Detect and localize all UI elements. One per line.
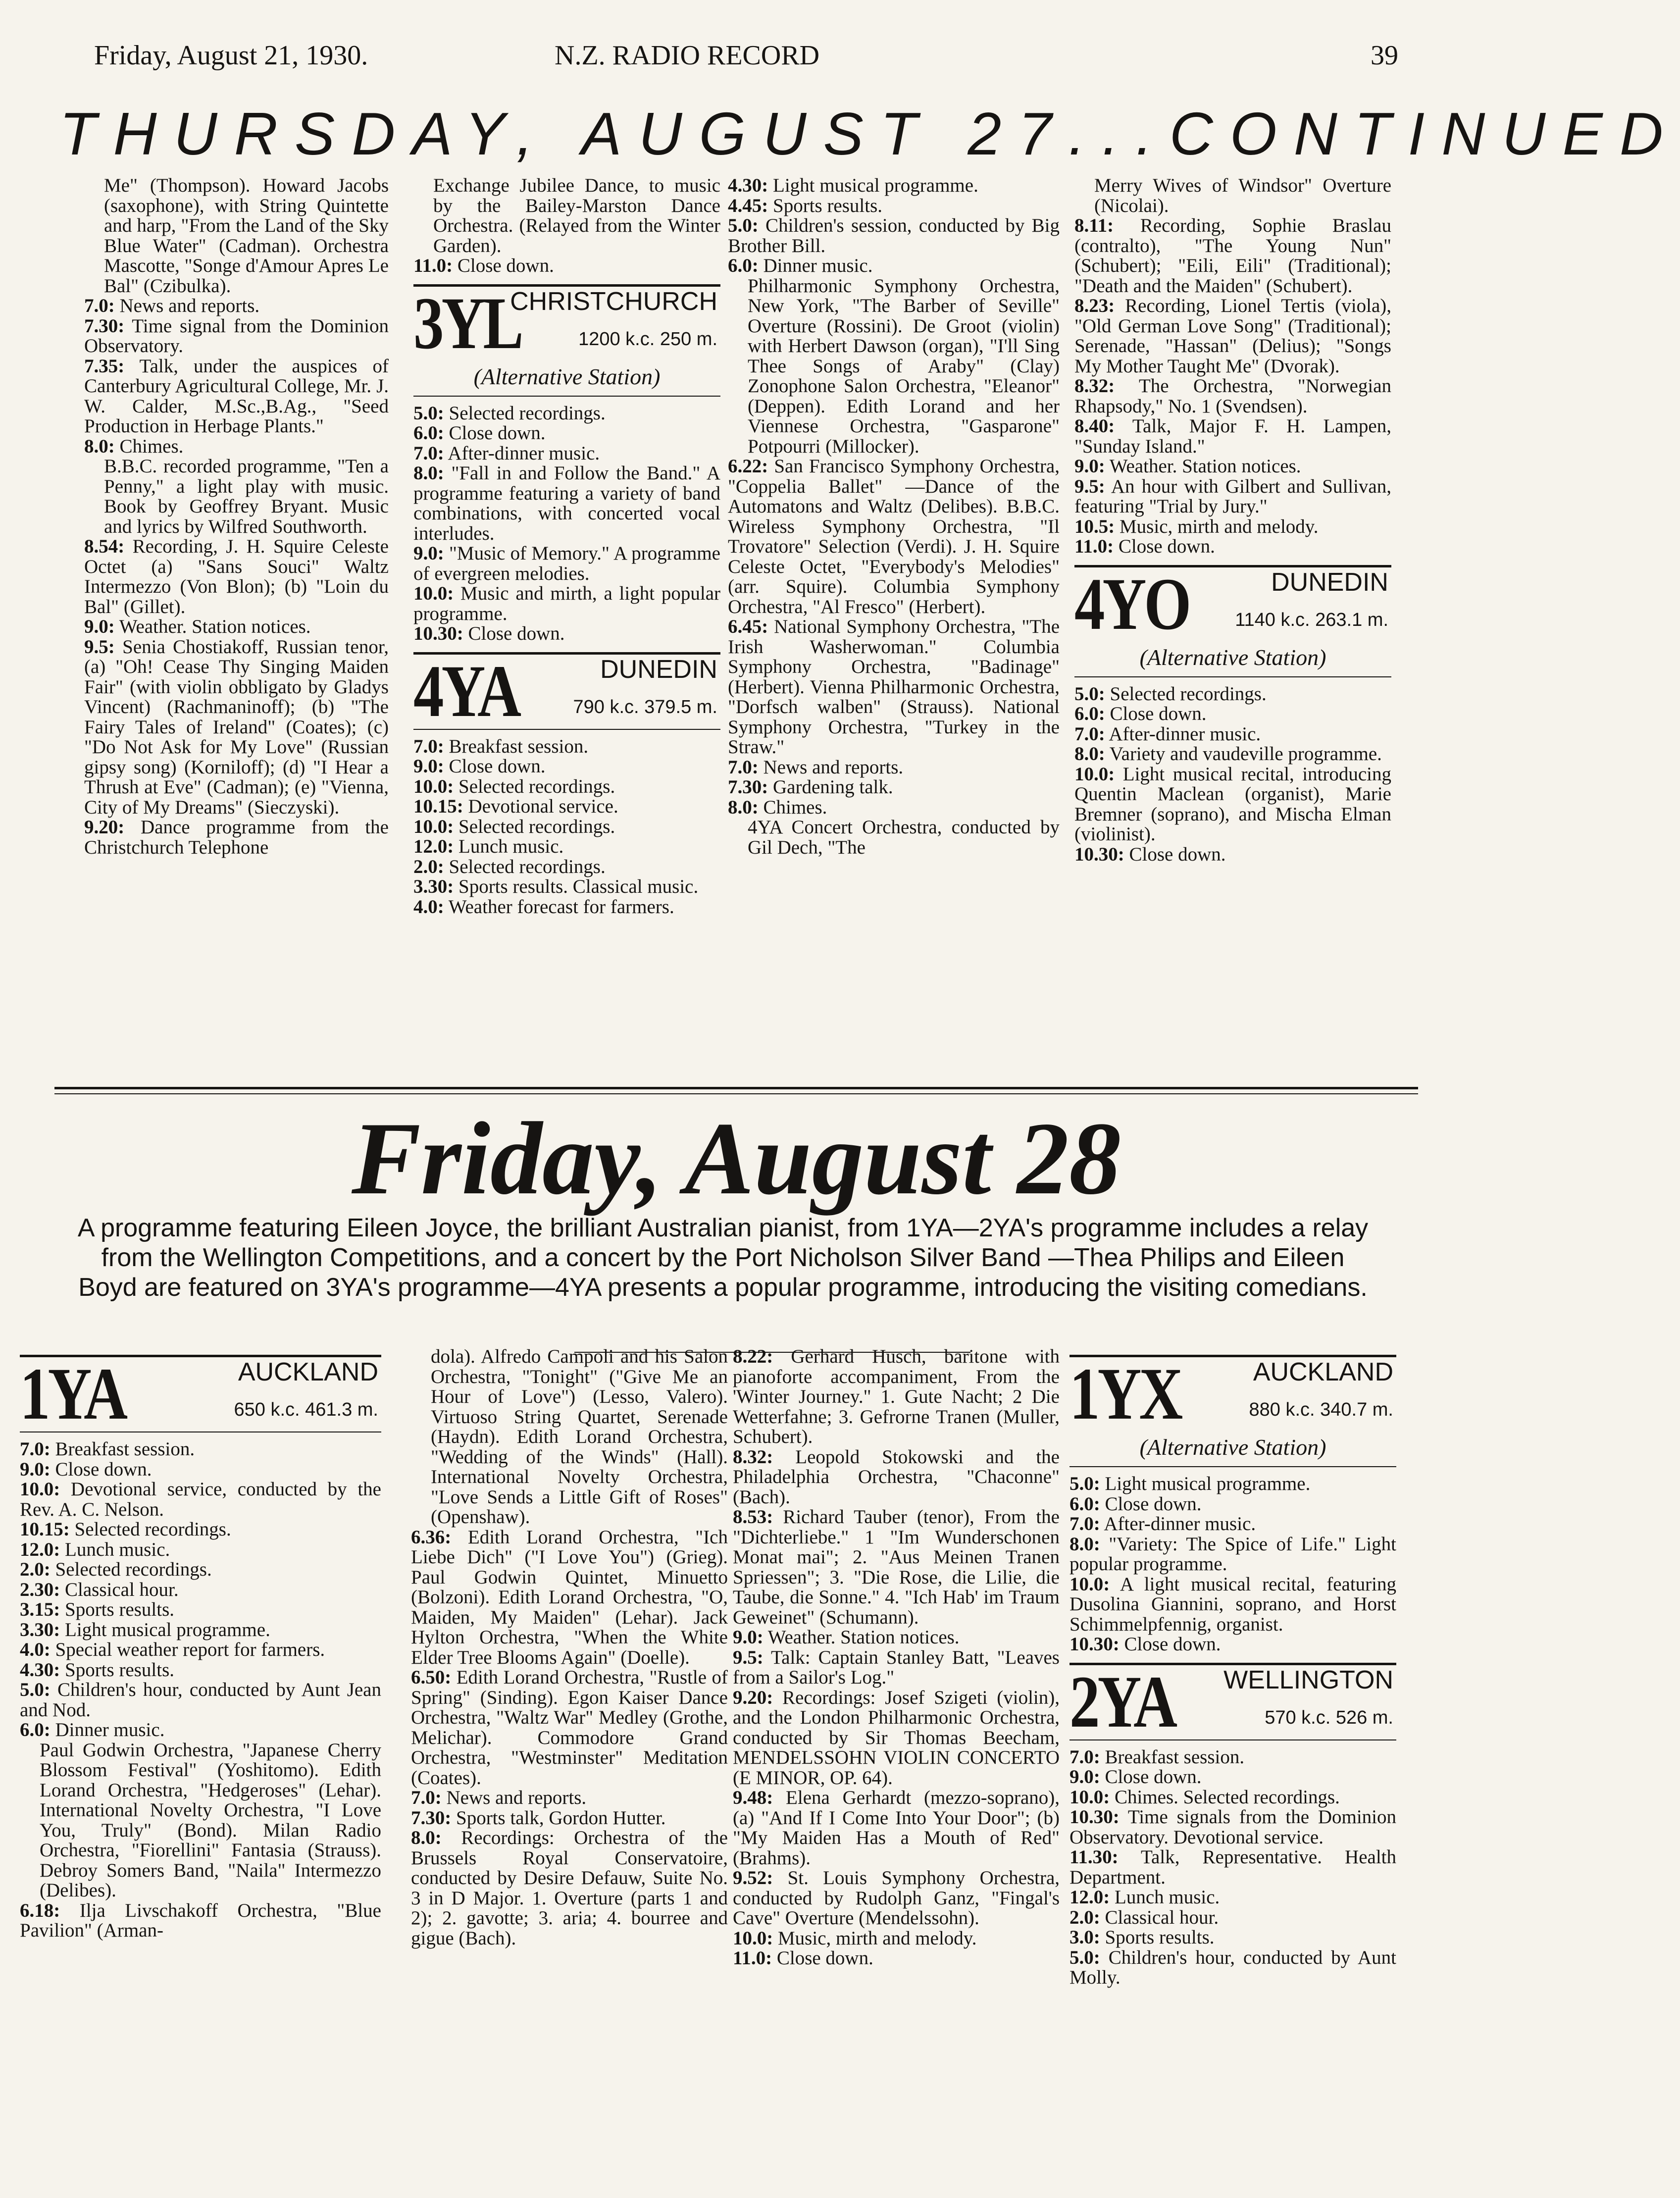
programme-entry: 8.22: Gerhard Husch, baritone with pianoforte accompaniment, From the 'Winter Journey." 1. Gute Nacht; 2 Die Wetterfahne; 3. Gefrorne Tranen (Muller, Schubert).: [733, 1346, 1060, 1447]
programme-entry: 6.0: Close down.: [1069, 1493, 1202, 1515]
station-4ya: [413, 652, 720, 730]
programme-entry: 9.5: An hour with Gilbert and Sullivan, featuring "Trial by Jury.": [1074, 475, 1391, 517]
programme-entry: 11.0: Close down.: [733, 1947, 873, 1969]
programme-entry: 10.0: Selected recordings.: [413, 775, 615, 797]
station-city: DUNEDIN: [1271, 567, 1388, 597]
programme-entry: B.B.C. recorded programme, "Ten a Penny," a light play with music. Book by Geoffrey Bryant. Music and lyrics by Wilfred Southworth.: [104, 456, 389, 537]
programme-entry: 8.11: Recording, Sophie Braslau (contralto), "The Young Nun" (Schubert); "Eili, Eili" (Traditional); "Death and the Maiden" (Schubert).: [1074, 215, 1391, 297]
station-2ya: [1069, 1660, 1396, 1743]
programme-entry: 9.20: Recordings: Josef Szigeti (violin), and the London Philharmonic Orchestra, conducted by Sir Thomas Beecham, MENDELSSOHN VIOLIN CONCERTO (E MINOR, OP. 64).: [733, 1687, 1060, 1789]
thursday-column-1: [84, 176, 389, 1082]
friday-column-3: [733, 1347, 1060, 2184]
programme-entry: 7.0: News and reports.: [728, 756, 904, 778]
programme-entry: 12.0: Lunch music.: [20, 1538, 170, 1560]
programme-entry: 8.0: "Fall in and Follow the Band." A programme featuring a variety of band combinations, with concerted vocal interludes.: [413, 462, 720, 544]
friday-intro: A programme featuring Eileen Joyce, the brilliant Australian pianist, from 1YA—2YA's programme includes a relay from the Wellington Competitions, and a concert by the Port Nicholson Silver Band —Thea Philips and Eileen Boyd are featured on 3YA's programme—4YA presents a popular programme, introducing the visiting comedians.: [77, 1214, 1369, 1302]
running-header: [94, 40, 1398, 79]
programme-entry: 4.0: Weather forecast for farmers.: [413, 896, 674, 918]
programme-entry: 4.30: Light musical programme.: [728, 175, 978, 196]
programme-entry: 9.0: Weather. Station notices.: [733, 1627, 960, 1648]
programme-entry: 7.0: After-dinner music.: [1074, 723, 1261, 745]
thursday-column-3: [728, 176, 1060, 1082]
station-city: DUNEDIN: [600, 655, 717, 684]
station-call-sign: 1YX: [1069, 1353, 1181, 1435]
programme-entry: dola). Alfredo Campoli and his Salon Orchestra, "Tonight" ("Give Me an Hour of Love") (Lesso, Valero). Virtuoso String Quartet, Serenade (Haydn). Edith Lorand Orchestra, "Wedding of the Winds" (Hall). International Novelty Orchestra, "Love Sends a Little Gift of Roses" (Openshaw).: [431, 1346, 728, 1528]
programme-entry: 7.0: Breakfast session.: [413, 735, 589, 757]
station-call-sign: 3YL: [413, 282, 521, 364]
programme-entry: 5.0: Selected recordings.: [1074, 683, 1267, 705]
programme-entry: 10.5: Music, mirth and melody.: [1074, 515, 1319, 537]
programme-entry: 7.0: After-dinner music.: [413, 442, 600, 464]
programme-entry: 6.45: National Symphony Orchestra, "The Irish Washerwoman." Columbia Symphony Orchestra, "Badinage" (Herbert). Vienna Philharmonic Orchestra, "Dorfsch walben" (Strauss). National Symphony Orchestra, "Turkey in the Straw.": [728, 616, 1060, 758]
programme-entry: 8.40: Talk, Major F. H. Lampen, "Sunday Island.": [1074, 415, 1391, 457]
section-divider-thin: [54, 1093, 1418, 1094]
section-divider: [54, 1087, 1418, 1089]
programme-entry: 11.0: Close down.: [413, 255, 554, 276]
programme-entry: 7.0: Breakfast session.: [20, 1438, 195, 1460]
programme-entry: 7.30: Gardening talk.: [728, 776, 893, 798]
programme-entry: 8.0: Variety and vaudeville programme.: [1074, 743, 1382, 765]
header-date: Friday, August 21, 1930.: [94, 40, 368, 71]
station-frequency: 1200 k.c. 250 m.: [578, 328, 717, 350]
programme-entry: 5.0: Light musical programme.: [1069, 1473, 1311, 1494]
programme-entry: 4.0: Special weather report for farmers.: [20, 1639, 325, 1660]
station-4yo: [1074, 562, 1391, 677]
programme-entry: 9.52: St. Louis Symphony Orchestra, conducted by Rudolph Ganz, "Fingal's Cave" Overture (Mendelssohn).: [733, 1867, 1060, 1929]
programme-entry: 10.30: Time signals from the Dominion Observatory. Devotional service.: [1069, 1806, 1396, 1848]
alternative-station-label: (Alternative Station): [473, 363, 661, 389]
programme-entry: 7.30: Time signal from the Dominion Observatory.: [84, 315, 389, 357]
programme-entry: 2.0: Selected recordings.: [413, 856, 606, 877]
programme-entry: 7.30: Sports talk, Gordon Hutter.: [411, 1807, 666, 1829]
programme-entry: 9.5: Senia Chostiakoff, Russian tenor, (a) "Oh! Cease Thy Singing Maiden Fair" (with violin obbligato by Gladys Vincent) (Rachmaninoff); (b) "The Fairy Tales of Ireland" (Coates); (c) "Do Not Ask for My Love" (Russian gipsy song) (Korniloff); (d) "I Hear a Thrush at Eve" (Cadman); (e) "Vienna, City of My Dreams" (Sieczyski).: [84, 636, 389, 818]
programme-entry: Paul Godwin Orchestra, "Japanese Cherry Blossom Festival" (Yoshitomo). Edith Lorand Orchestra, "Hedgeroses" (Lehar). International Novelty Orchestra, "I Love You, Truly" (Bond). Milan Radio Orchestra, "Fiorellini" Fantasia (Strauss). Debroy Somers Band, "Naila" Intermezzo (Delibes).: [40, 1739, 381, 1901]
station-call-sign: 1YA: [20, 1353, 126, 1435]
programme-entry: 5.0: Children's hour, conducted by Aunt Molly.: [1069, 1946, 1396, 1988]
station-frequency: 570 k.c. 526 m.: [1265, 1707, 1393, 1728]
programme-entry: 3.15: Sports results.: [20, 1599, 175, 1620]
programme-entry: 6.0: Close down.: [413, 422, 546, 444]
friday-column-1: [20, 1347, 381, 2184]
station-3yl: [413, 284, 720, 397]
programme-entry: 10.0: Music, mirth and melody.: [733, 1927, 977, 1949]
programme-entry: 9.5: Talk: Captain Stanley Batt, "Leaves from a Sailor's Log.": [733, 1646, 1060, 1688]
programme-entry: 6.50: Edith Lorand Orchestra, "Rustle of Spring" (Sinding). Egon Kaiser Dance Orchestra, "Waltz War" Medley (Grothe, Melichar). Commodore Grand Orchestra, "Westminster" Meditation (Coates).: [411, 1667, 728, 1789]
friday-column-2: [411, 1347, 728, 2184]
programme-entry: 10.0: Selected recordings.: [413, 816, 615, 837]
programme-entry: 11.0: Close down.: [1074, 536, 1215, 557]
station-frequency: 650 k.c. 461.3 m.: [234, 1399, 378, 1420]
programme-entry: 10.0: A light musical recital, featuring Dusolina Giannini, soprano, and Horst Schimmelpfennig, organist.: [1069, 1573, 1396, 1635]
programme-entry: 10.0: Light musical recital, introducing Quentin Maclean (organist), Marie Bremner (soprano), and Mischa Elman (violinist).: [1074, 763, 1391, 845]
programme-entry: 2.0: Selected recordings.: [20, 1559, 212, 1580]
programme-entry: 3.0: Sports results.: [1069, 1927, 1215, 1948]
programme-entry: 5.0: Selected recordings.: [413, 402, 606, 424]
header-publication: N.Z. RADIO RECORD: [555, 40, 820, 71]
programme-entry: Me" (Thompson). Howard Jacobs (saxophone), with String Quintette and harp, "From the Land of the Sky Blue Water" (Cadman). Orchestra Mascotte, "Songe d'Amour Apres Le Bal" (Czibulka).: [104, 175, 389, 297]
programme-entry: 4.30: Sports results.: [20, 1659, 175, 1681]
programme-entry: 10.15: Selected recordings.: [20, 1519, 231, 1540]
programme-entry: 4YA Concert Orchestra, conducted by Gil Dech, "The: [748, 817, 1060, 858]
programme-entry: 3.30: Sports results. Classical music.: [413, 876, 699, 897]
programme-entry: 2.0: Classical hour.: [1069, 1906, 1219, 1928]
friday-heading: Friday, August 28: [352, 1101, 1121, 1216]
programme-entry: 5.0: Children's session, conducted by Big Brother Bill.: [728, 215, 1060, 256]
programme-entry: 8.54: Recording, J. H. Squire Celeste Octet (a) "Sans Souci" Waltz Intermezzo (Von Blon); (b) "Loin du Bal" (Gillet).: [84, 536, 389, 617]
programme-entry: 10.0: Music and mirth, a light popular programme.: [413, 583, 720, 624]
station-frequency: 880 k.c. 340.7 m.: [1249, 1399, 1393, 1420]
programme-entry: 8.53: Richard Tauber (tenor), From the "Dichterliebe." 1 "Im Wunderschonen Monat mai"; 2. "Aus Meinen Tranen Spriessen"; 3. "Die Rose, die Lilie, die Taube, die Sonne." 4. "Ich Hab' im Traum Geweinet" (Schumann).: [733, 1506, 1060, 1628]
programme-entry: 8.0: Chimes.: [728, 796, 827, 818]
programme-entry: 6.36: Edith Lorand Orchestra, "Ich Liebe Dich" ("I Love You") (Grieg). Paul Godwin Quintet, Minuetto (Bolzoni). Edith Lorand Orchestra, "O, Maiden, My Maiden" (Lehar). Jack Hylton Orchestra, "When the White Elder Tree Blooms Again" (Doelle).: [411, 1526, 728, 1668]
programme-entry: 6.0: Dinner music.: [20, 1719, 165, 1740]
programme-entry: 4.45: Sports results.: [728, 195, 883, 216]
programme-entry: 6.0: Dinner music.: [728, 255, 873, 276]
programme-entry: 9.0: "Music of Memory." A programme of evergreen melodies.: [413, 543, 720, 584]
page-number: 39: [1371, 40, 1398, 71]
programme-entry: 8.23: Recording, Lionel Tertis (viola), "Old German Love Song" (Traditional); Serenade, "Hassan" (Delius); "Songs My Mother Taught Me" (Dvorak).: [1074, 295, 1391, 377]
programme-entry: 9.48: Elena Gerhardt (mezzo-soprano), (a) "And If I Come Into Your Door"; (b) "My Maiden Has a Mouth of Red" (Brahms).: [733, 1787, 1060, 1869]
programme-entry: 7.0: Breakfast session.: [1069, 1746, 1245, 1768]
programme-entry: 7.35: Talk, under the auspices of Canterbury Agricultural College, Mr. J. W. Calder, M.Sc.,B.Ag., "Seed Production in Herbage Plants.": [84, 355, 389, 437]
programme-entry: 10.30: Close down.: [413, 623, 565, 644]
programme-entry: 12.0: Lunch music.: [1069, 1887, 1220, 1908]
programme-entry: 7.0: After-dinner music.: [1069, 1513, 1256, 1534]
station-city: AUCKLAND: [238, 1358, 378, 1386]
station-city: CHRISTCHURCH: [510, 287, 717, 316]
alternative-station-label: (Alternative Station): [1139, 1434, 1326, 1460]
programme-entry: 8.0: Chimes.: [84, 435, 184, 457]
station-city: WELLINGTON: [1223, 1665, 1393, 1694]
programme-entry: 8.32: Leopold Stokowski and the Philadelphia Orchestra, "Chaconne" (Bach).: [733, 1446, 1060, 1508]
programme-entry: 5.0: Children's hour, conducted by Aunt Jean and Nod.: [20, 1679, 381, 1721]
programme-entry: 6.18: Ilja Livschakoff Orchestra, "Blue Pavilion" (Arman-: [20, 1899, 381, 1941]
programme-entry: 10.30: Close down.: [1074, 843, 1226, 865]
station-call-sign: 4YA: [413, 650, 519, 732]
programme-entry: 8.0: "Variety: The Spice of Life." Light popular programme.: [1069, 1533, 1396, 1575]
programme-entry: 7.0: News and reports.: [411, 1787, 587, 1808]
programme-entry: 9.0: Close down.: [413, 756, 546, 777]
station-call-sign: 2YA: [1069, 1660, 1175, 1743]
station-city: AUCKLAND: [1253, 1358, 1393, 1386]
station-1ya: [20, 1353, 381, 1435]
station-call-sign: 4YO: [1074, 562, 1189, 645]
programme-entry: 9.0: Close down.: [1069, 1766, 1202, 1788]
programme-entry: 8.32: The Orchestra, "Norwegian Rhapsody," No. 1 (Svendsen).: [1074, 375, 1391, 417]
programme-entry: 10.30: Close down.: [1069, 1634, 1221, 1655]
thursday-column-4: [1074, 176, 1391, 1082]
station-frequency: 1140 k.c. 263.1 m.: [1235, 609, 1388, 630]
programme-entry: 10.0: Chimes. Selected recordings.: [1069, 1786, 1340, 1808]
programme-entry: Merry Wives of Windsor" Overture (Nicolai).: [1094, 175, 1391, 216]
programme-entry: 9.0: Weather. Station notices.: [1074, 456, 1301, 477]
station-frequency: 790 k.c. 379.5 m.: [573, 696, 717, 717]
programme-entry: 7.0: News and reports.: [84, 295, 260, 316]
programme-entry: 8.0: Recordings: Orchestra of the Brussels Royal Conservatoire, conducted by Desire Defauw, Suite No. 3 in D Major. 1. Overture (parts 1 and 2); 2. gavotte; 3. aria; 4. bourree and gigue (Bach).: [411, 1827, 728, 1949]
programme-entry: Philharmonic Symphony Orchestra, New York, "The Barber of Seville" Overture (Rossini). De Groot (violin) with Herbert Dawson (organ), "I'll Sing Thee Songs of Araby" (Clay) Zonophone Salon Orchestra, "Eleanor" (Deppen). Edith Lorand and her Viennese Orchestra, "Gasparone" Potpourri (Millocker).: [748, 275, 1060, 457]
programme-entry: 3.30: Light musical programme.: [20, 1619, 270, 1640]
programme-entry: 9.0: Close down.: [20, 1458, 152, 1480]
programme-entry: 6.0: Close down.: [1074, 703, 1207, 724]
programme-entry: 9.0: Weather. Station notices.: [84, 616, 311, 637]
programme-entry: 11.30: Talk, Representative. Health Department.: [1069, 1846, 1396, 1888]
programme-entry: 6.22: San Francisco Symphony Orchestra, "Coppelia Ballet" —Dance of the Automatons and Waltz (Delibes). B.B.C. Wireless Symphony Orchestra, "Il Trovatore" Selection (Verdi). J. H. Squire Celeste Octet, "Everybody's Melodies" (arr. Squire). Columbia Symphony Orchestra, "Al Fresco" (Herbert).: [728, 456, 1060, 617]
friday-column-4: [1069, 1347, 1396, 2184]
programme-entry: Exchange Jubilee Dance, to music by the Bailey-Marston Dance Orchestra. (Relayed from the Winter Garden).: [433, 175, 720, 256]
thursday-heading: THURSDAY, AUGUST 27...CONTINUED: [59, 100, 1680, 167]
programme-entry: 10.15: Devotional service.: [413, 796, 618, 817]
programme-entry: 12.0: Lunch music.: [413, 836, 564, 857]
programme-entry: 10.0: Devotional service, conducted by the Rev. A. C. Nelson.: [20, 1479, 381, 1520]
programme-entry: 9.20: Dance programme from the Christchurch Telephone: [84, 817, 389, 858]
alternative-station-label: (Alternative Station): [1139, 644, 1326, 670]
thursday-column-2: [413, 176, 720, 1082]
programme-entry: 2.30: Classical hour.: [20, 1579, 179, 1600]
station-1yx: [1069, 1355, 1396, 1467]
